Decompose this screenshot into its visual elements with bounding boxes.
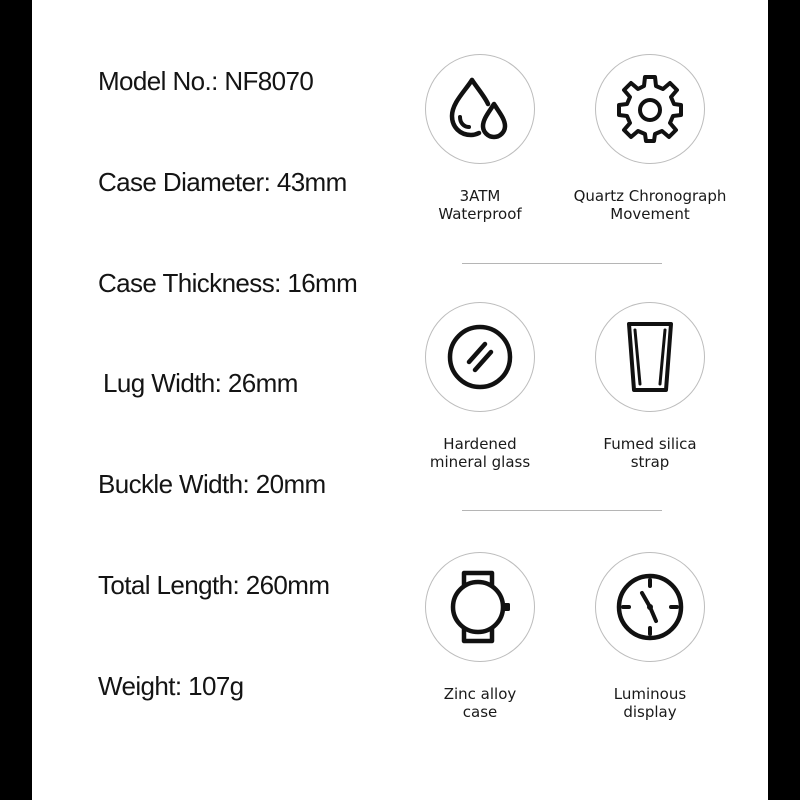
spec-buckle-width: Buckle Width: 20mm — [98, 469, 326, 499]
feature-label — [560, 187, 740, 223]
spec-panel — [32, 0, 768, 800]
feature-label-line1: Zinc alloy — [443, 685, 517, 703]
gear-icon — [615, 74, 685, 144]
feature-glass — [390, 302, 570, 471]
feature-luminous — [560, 552, 740, 721]
strap-icon — [615, 320, 685, 394]
spec-weight: Weight: 107g — [98, 671, 244, 701]
glass-icon — [445, 322, 515, 392]
feature-strap — [560, 302, 740, 471]
feature-label-line2: mineral glass — [429, 453, 531, 471]
feature-label — [390, 685, 570, 721]
spec-case-thickness: Case Thickness: 16mm — [98, 268, 358, 298]
feature-label-line1: Hardened — [443, 435, 517, 453]
feature-icon-circle — [595, 54, 705, 164]
feature-case — [390, 552, 570, 721]
feature-icon-circle — [425, 54, 535, 164]
feature-icon-circle — [425, 552, 535, 662]
watch-case-icon — [443, 567, 517, 647]
feature-label-line1: Fumed silica — [603, 435, 697, 453]
feature-label-line2: display — [623, 703, 677, 721]
feature-label — [560, 435, 740, 471]
feature-icon-circle — [595, 302, 705, 412]
spec-case-diameter: Case Diameter: 43mm — [98, 167, 347, 197]
feature-label-line1: Quartz Chronograph — [573, 187, 727, 205]
feature-label-line1: 3ATM — [459, 187, 501, 205]
feature-label-line2: Waterproof — [438, 205, 522, 223]
feature-waterproof — [390, 54, 570, 223]
feature-label — [560, 685, 740, 721]
feature-label-line2: strap — [630, 453, 670, 471]
spec-model-number: Model No.: NF8070 — [98, 66, 314, 96]
feature-label-line2: case — [462, 703, 498, 721]
feature-icon-circle — [595, 552, 705, 662]
feature-icon-circle — [425, 302, 535, 412]
section-divider — [462, 263, 662, 264]
feature-movement — [560, 54, 740, 223]
feature-label-line1: Luminous — [613, 685, 687, 703]
feature-label — [390, 187, 570, 223]
feature-label-line2: Movement — [610, 205, 690, 223]
spec-total-length: Total Length: 260mm — [98, 570, 330, 600]
spec-lug-width: Lug Width: 26mm — [103, 368, 298, 398]
feature-label — [390, 435, 570, 471]
water-drops-icon — [445, 74, 515, 144]
clock-icon — [614, 571, 686, 643]
section-divider — [462, 510, 662, 511]
